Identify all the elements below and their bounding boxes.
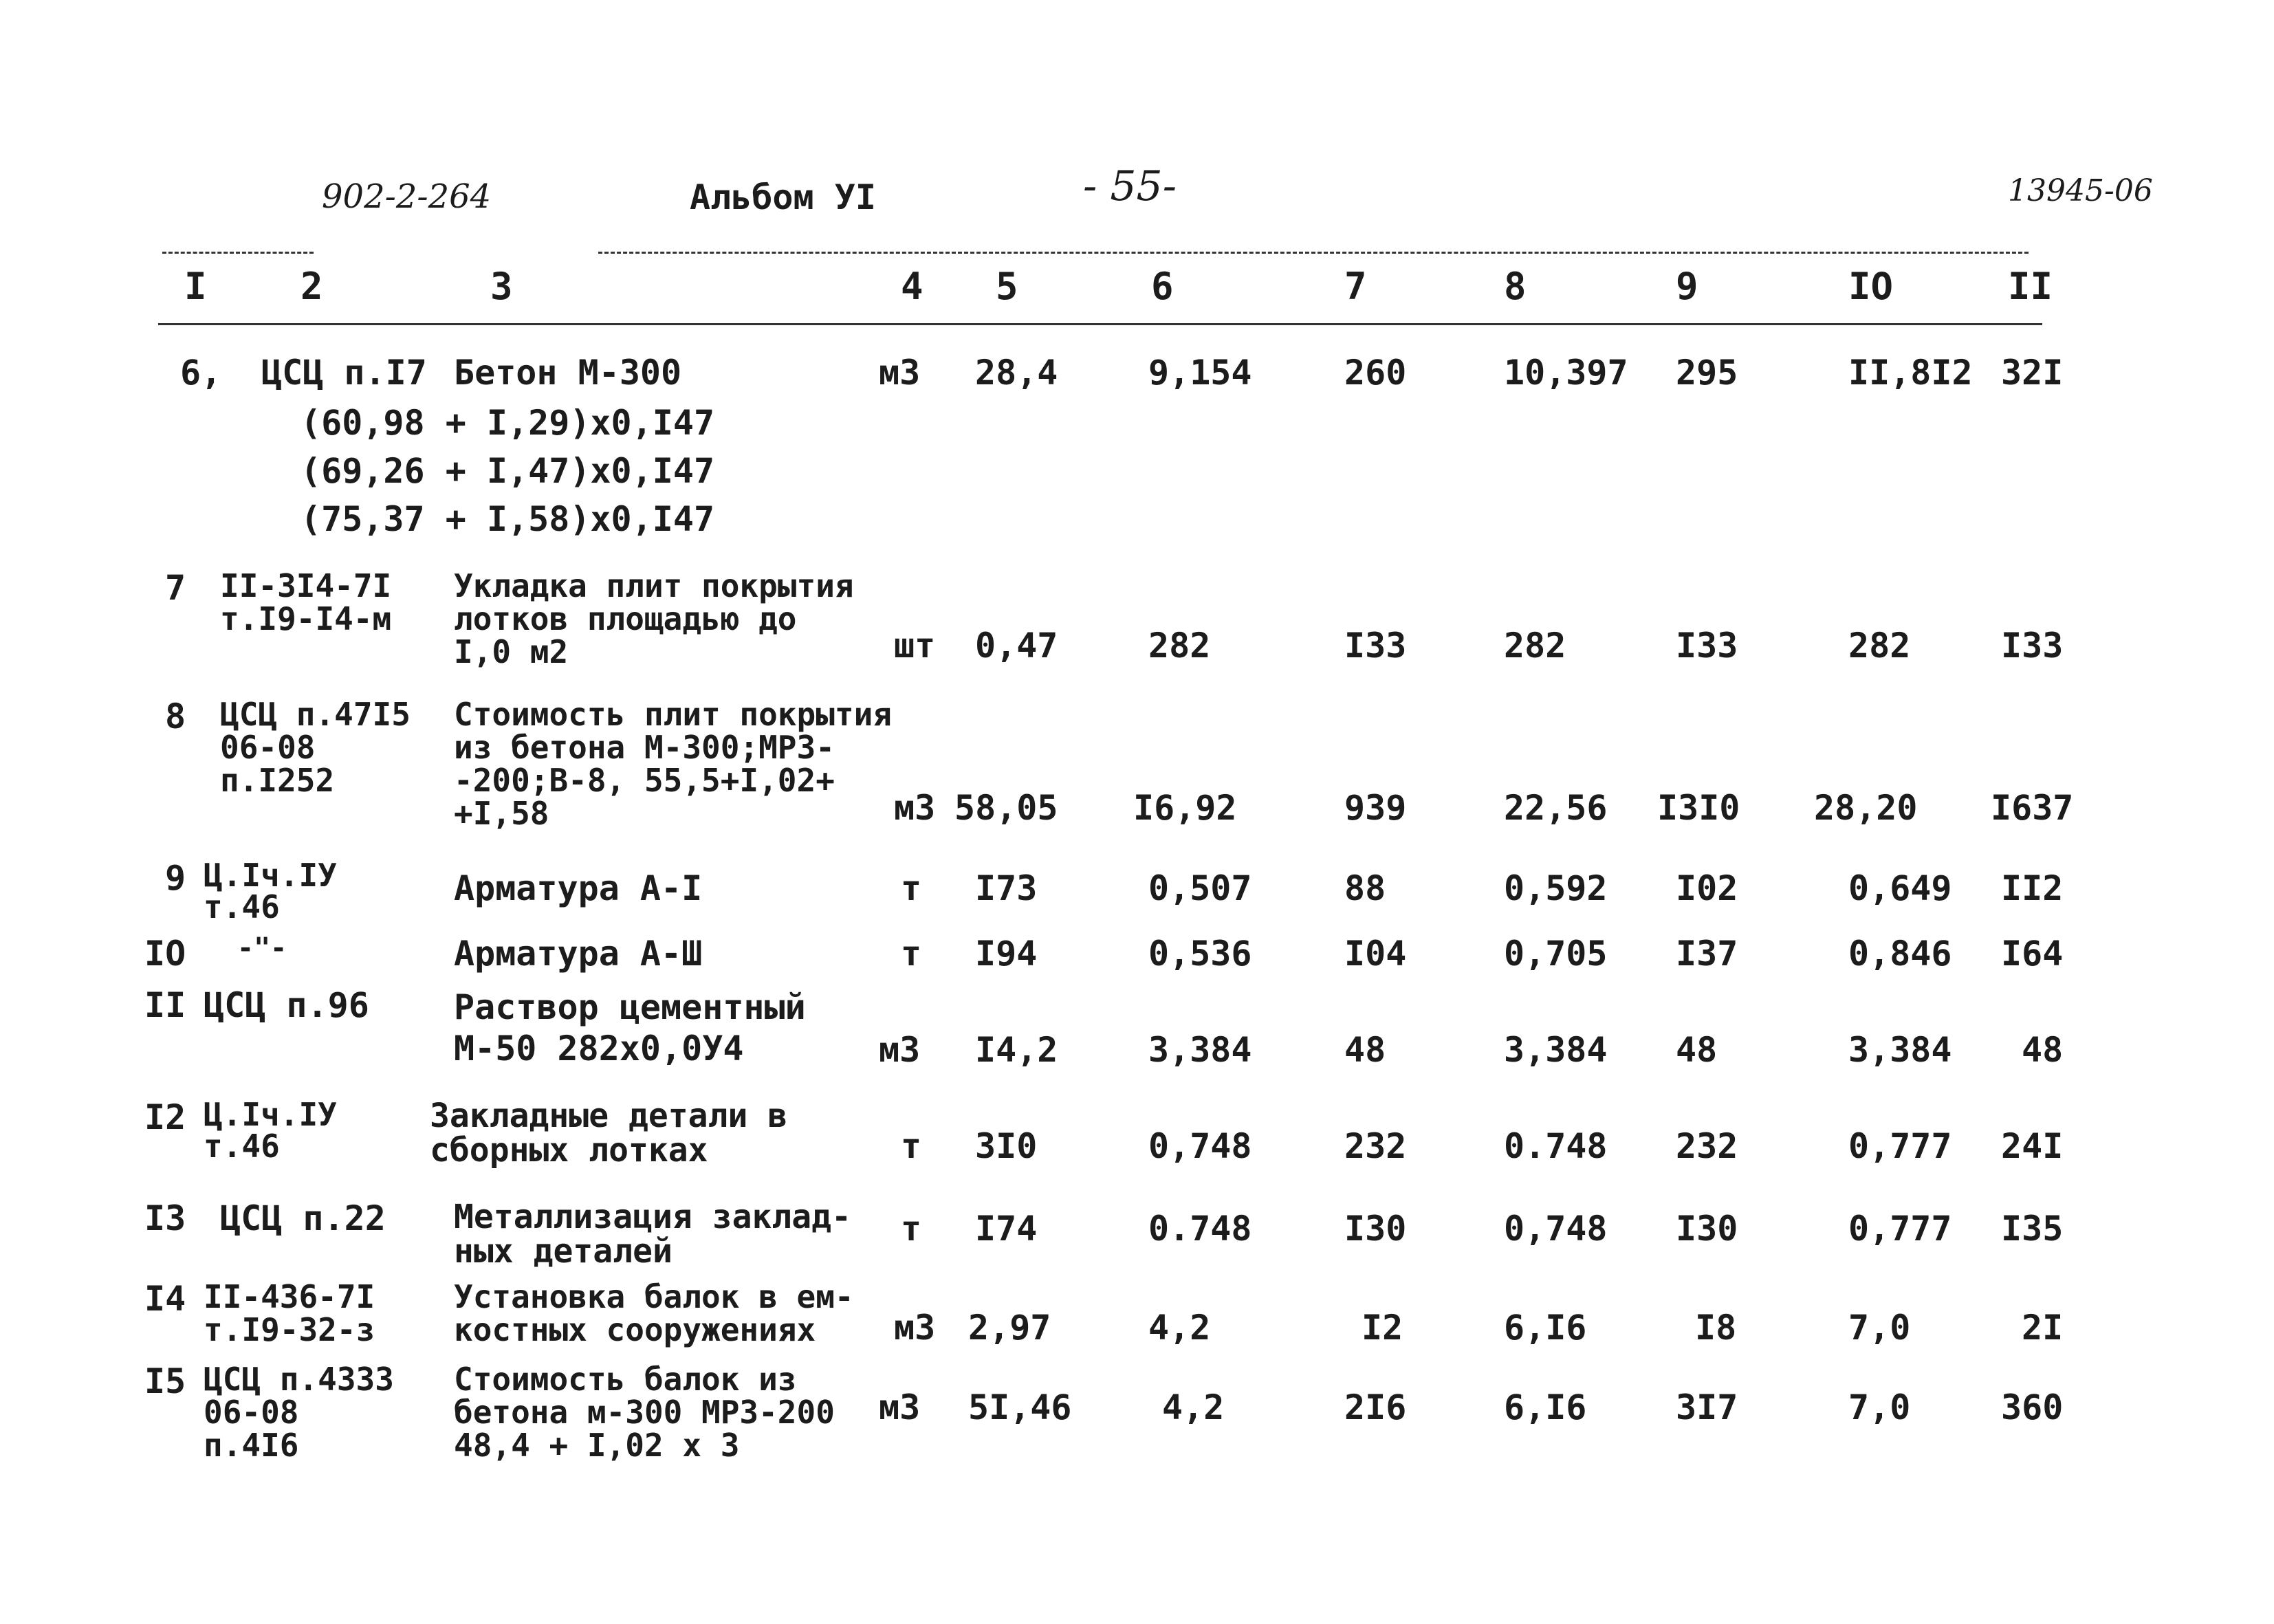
row-number: IO [144, 934, 186, 974]
row-col6: 0,536 [1148, 934, 1252, 974]
col-header-10: IO [1848, 265, 1894, 308]
row-reference: II-436-7I т.I9-32-з [204, 1278, 375, 1348]
row-col5: 0,47 [975, 626, 1058, 666]
row-col5: I94 [975, 934, 1038, 974]
row-col5: I4,2 [975, 1030, 1058, 1070]
row-col9: 3I7 [1676, 1387, 1738, 1427]
row-reference: ЦСЦ п.22 [220, 1198, 386, 1238]
row-col9: I8 [1695, 1308, 1737, 1348]
row-col10: 7,0 [1848, 1387, 1911, 1427]
row-unit: м3 [894, 788, 936, 828]
row-col11: I637 [1991, 788, 2074, 828]
row-col11: I35 [2001, 1209, 2064, 1249]
row-col7: 939 [1344, 788, 1407, 828]
row-col9: I02 [1676, 868, 1738, 908]
row-reference: ЦСЦ п.47I5 06-08 п.I252 [220, 696, 411, 799]
row-unit: т [901, 934, 922, 974]
row-col5: I73 [975, 868, 1038, 908]
row-col7: 48 [1344, 1030, 1386, 1070]
row-description: Арматура А-I [454, 868, 703, 908]
row-number: II [144, 985, 186, 1025]
row-reference: II-3I4-7I т.I9-I4-м [220, 567, 392, 637]
row-unit: м3 [894, 1308, 936, 1348]
row-col10: 0,846 [1848, 934, 1952, 974]
row-unit: т [901, 868, 922, 908]
col-header-11: II [2008, 265, 2053, 308]
row-unit: т [901, 1209, 922, 1249]
row-col9: I33 [1676, 626, 1738, 666]
row-description: Укладка плит покрытия лотков площадью до I,0 м2 [454, 567, 854, 670]
row-col7: I2 [1362, 1308, 1403, 1348]
row-formula: (69,26 + I,47)х0,I47 [300, 451, 715, 491]
row-col7: 2I6 [1344, 1387, 1407, 1427]
row-col11: 24I [2001, 1126, 2064, 1166]
header-rule-bottom [158, 323, 2042, 325]
row-col9: 48 [1676, 1030, 1718, 1070]
row-col9: 232 [1676, 1126, 1738, 1166]
row-reference: Ц.Iч.IУ т.46 [204, 857, 337, 925]
row-col11: 48 [2022, 1030, 2064, 1070]
col-header-4: 4 [901, 265, 923, 308]
row-col7: 260 [1344, 353, 1407, 393]
row-number: I2 [144, 1097, 186, 1137]
row-col10: 7,0 [1848, 1308, 1911, 1348]
row-description: Стоимость плит покрытия из бетона М-300;МР3- -200;В-8, 55,5+I,02+ +I,58 [454, 696, 892, 832]
col-header-9: 9 [1676, 265, 1698, 308]
album-label: Альбом УI [690, 177, 876, 217]
row-col7: 232 [1344, 1126, 1407, 1166]
row-col6: 3,384 [1148, 1030, 1252, 1070]
row-reference: ЦСЦ п.4333 06-08 п.4I6 [204, 1361, 394, 1464]
row-col9: I30 [1676, 1209, 1738, 1249]
row-unit: м3 [879, 353, 921, 393]
col-header-2: 2 [300, 265, 323, 308]
row-col5: I74 [975, 1209, 1038, 1249]
row-number: I3 [144, 1198, 186, 1238]
row-col9: 295 [1676, 353, 1738, 393]
row-col10: 3,384 [1848, 1030, 1952, 1070]
row-col6: 0,507 [1148, 868, 1252, 908]
row-description: Установка балок в ем- костных сооружениях [454, 1278, 854, 1348]
row-number: 6, [180, 353, 222, 393]
row-col9: I3I0 [1657, 788, 1740, 828]
row-description: Арматура А-Ш [454, 934, 703, 974]
row-col8: 6,I6 [1504, 1387, 1587, 1427]
row-col5: 2,97 [968, 1308, 1051, 1348]
row-col8: 0.748 [1504, 1126, 1608, 1166]
row-reference: ЦСЦ п.96 [204, 985, 369, 1025]
row-col11: I33 [2001, 626, 2064, 666]
row-col8: 0,748 [1504, 1209, 1608, 1249]
header-rule-top-left [162, 252, 314, 254]
row-col7: I04 [1344, 934, 1407, 974]
row-col8: 10,397 [1504, 353, 1628, 393]
col-header-7: 7 [1344, 265, 1367, 308]
row-col10: 0,777 [1848, 1209, 1952, 1249]
row-col5: 3I0 [975, 1126, 1038, 1166]
row-formula: (75,37 + I,58)х0,I47 [300, 499, 715, 539]
row-unit: шт [894, 626, 936, 666]
row-col11: 32I [2001, 353, 2064, 393]
row-col10: 0,777 [1848, 1126, 1952, 1166]
row-col6: 0.748 [1148, 1209, 1252, 1249]
row-col7: 88 [1344, 868, 1386, 908]
row-formula: (60,98 + I,29)х0,I47 [300, 403, 715, 443]
row-col11: 360 [2001, 1387, 2064, 1427]
row-col11: II2 [2001, 868, 2064, 908]
row-unit: м3 [879, 1030, 921, 1070]
row-col5: 58,05 [954, 788, 1058, 828]
row-col9: I37 [1676, 934, 1738, 974]
row-number: I4 [144, 1279, 186, 1319]
row-col5: 5I,46 [968, 1387, 1072, 1427]
row-col8: 0,705 [1504, 934, 1608, 974]
row-col10: 0,649 [1848, 868, 1952, 908]
row-col8: 22,56 [1504, 788, 1608, 828]
row-col11: I64 [2001, 934, 2064, 974]
col-header-1: I [184, 265, 207, 308]
col-header-8: 8 [1504, 265, 1527, 308]
row-unit: м3 [879, 1387, 921, 1427]
row-description: Раствор цементный М-50 282х0,0У4 [454, 987, 806, 1068]
row-unit: т [901, 1126, 922, 1166]
row-reference: -"- [237, 932, 287, 964]
row-col10: II,8I2 [1848, 353, 1973, 393]
row-col6: 4,2 [1162, 1387, 1225, 1427]
header-rule-top [598, 252, 2029, 254]
row-description: Металлизация заклад- ных деталей [454, 1198, 851, 1271]
row-col5: 28,4 [975, 353, 1058, 393]
doc-code: 902-2-264 [322, 177, 492, 216]
row-col8: 3,384 [1504, 1030, 1608, 1070]
row-col7: I30 [1344, 1209, 1407, 1249]
row-description: Бетон М-300 [454, 353, 682, 393]
row-reference: ЦСЦ п.I7 [261, 353, 427, 393]
col-header-3: 3 [490, 265, 513, 308]
row-description: Стоимость балок из бетона м-300 МР3-200 48,4 + I,02 х 3 [454, 1361, 835, 1464]
row-col6: 0,748 [1148, 1126, 1252, 1166]
row-col6: 9,154 [1148, 353, 1252, 393]
row-number: 9 [165, 858, 186, 898]
col-header-5: 5 [996, 265, 1018, 308]
row-col11: 2I [2022, 1308, 2064, 1348]
col-header-6: 6 [1151, 265, 1174, 308]
row-number: 7 [165, 568, 186, 608]
row-col8: 282 [1504, 626, 1566, 666]
row-col6: I6,92 [1133, 788, 1237, 828]
row-col8: 6,I6 [1504, 1308, 1587, 1348]
row-col7: I33 [1344, 626, 1407, 666]
row-col8: 0,592 [1504, 868, 1608, 908]
row-col6: 4,2 [1148, 1308, 1211, 1348]
row-col10: 282 [1848, 626, 1911, 666]
row-reference: Ц.Iч.IУ т.46 [204, 1096, 337, 1165]
row-description: Закладные детали в сборных лотках [430, 1097, 788, 1170]
row-col6: 282 [1148, 626, 1211, 666]
page-number: - 55- [1083, 162, 1177, 210]
row-col10: 28,20 [1814, 788, 1918, 828]
sheet-code: 13945-06 [2008, 173, 2153, 208]
row-number: 8 [165, 696, 186, 736]
row-number: I5 [144, 1361, 186, 1401]
